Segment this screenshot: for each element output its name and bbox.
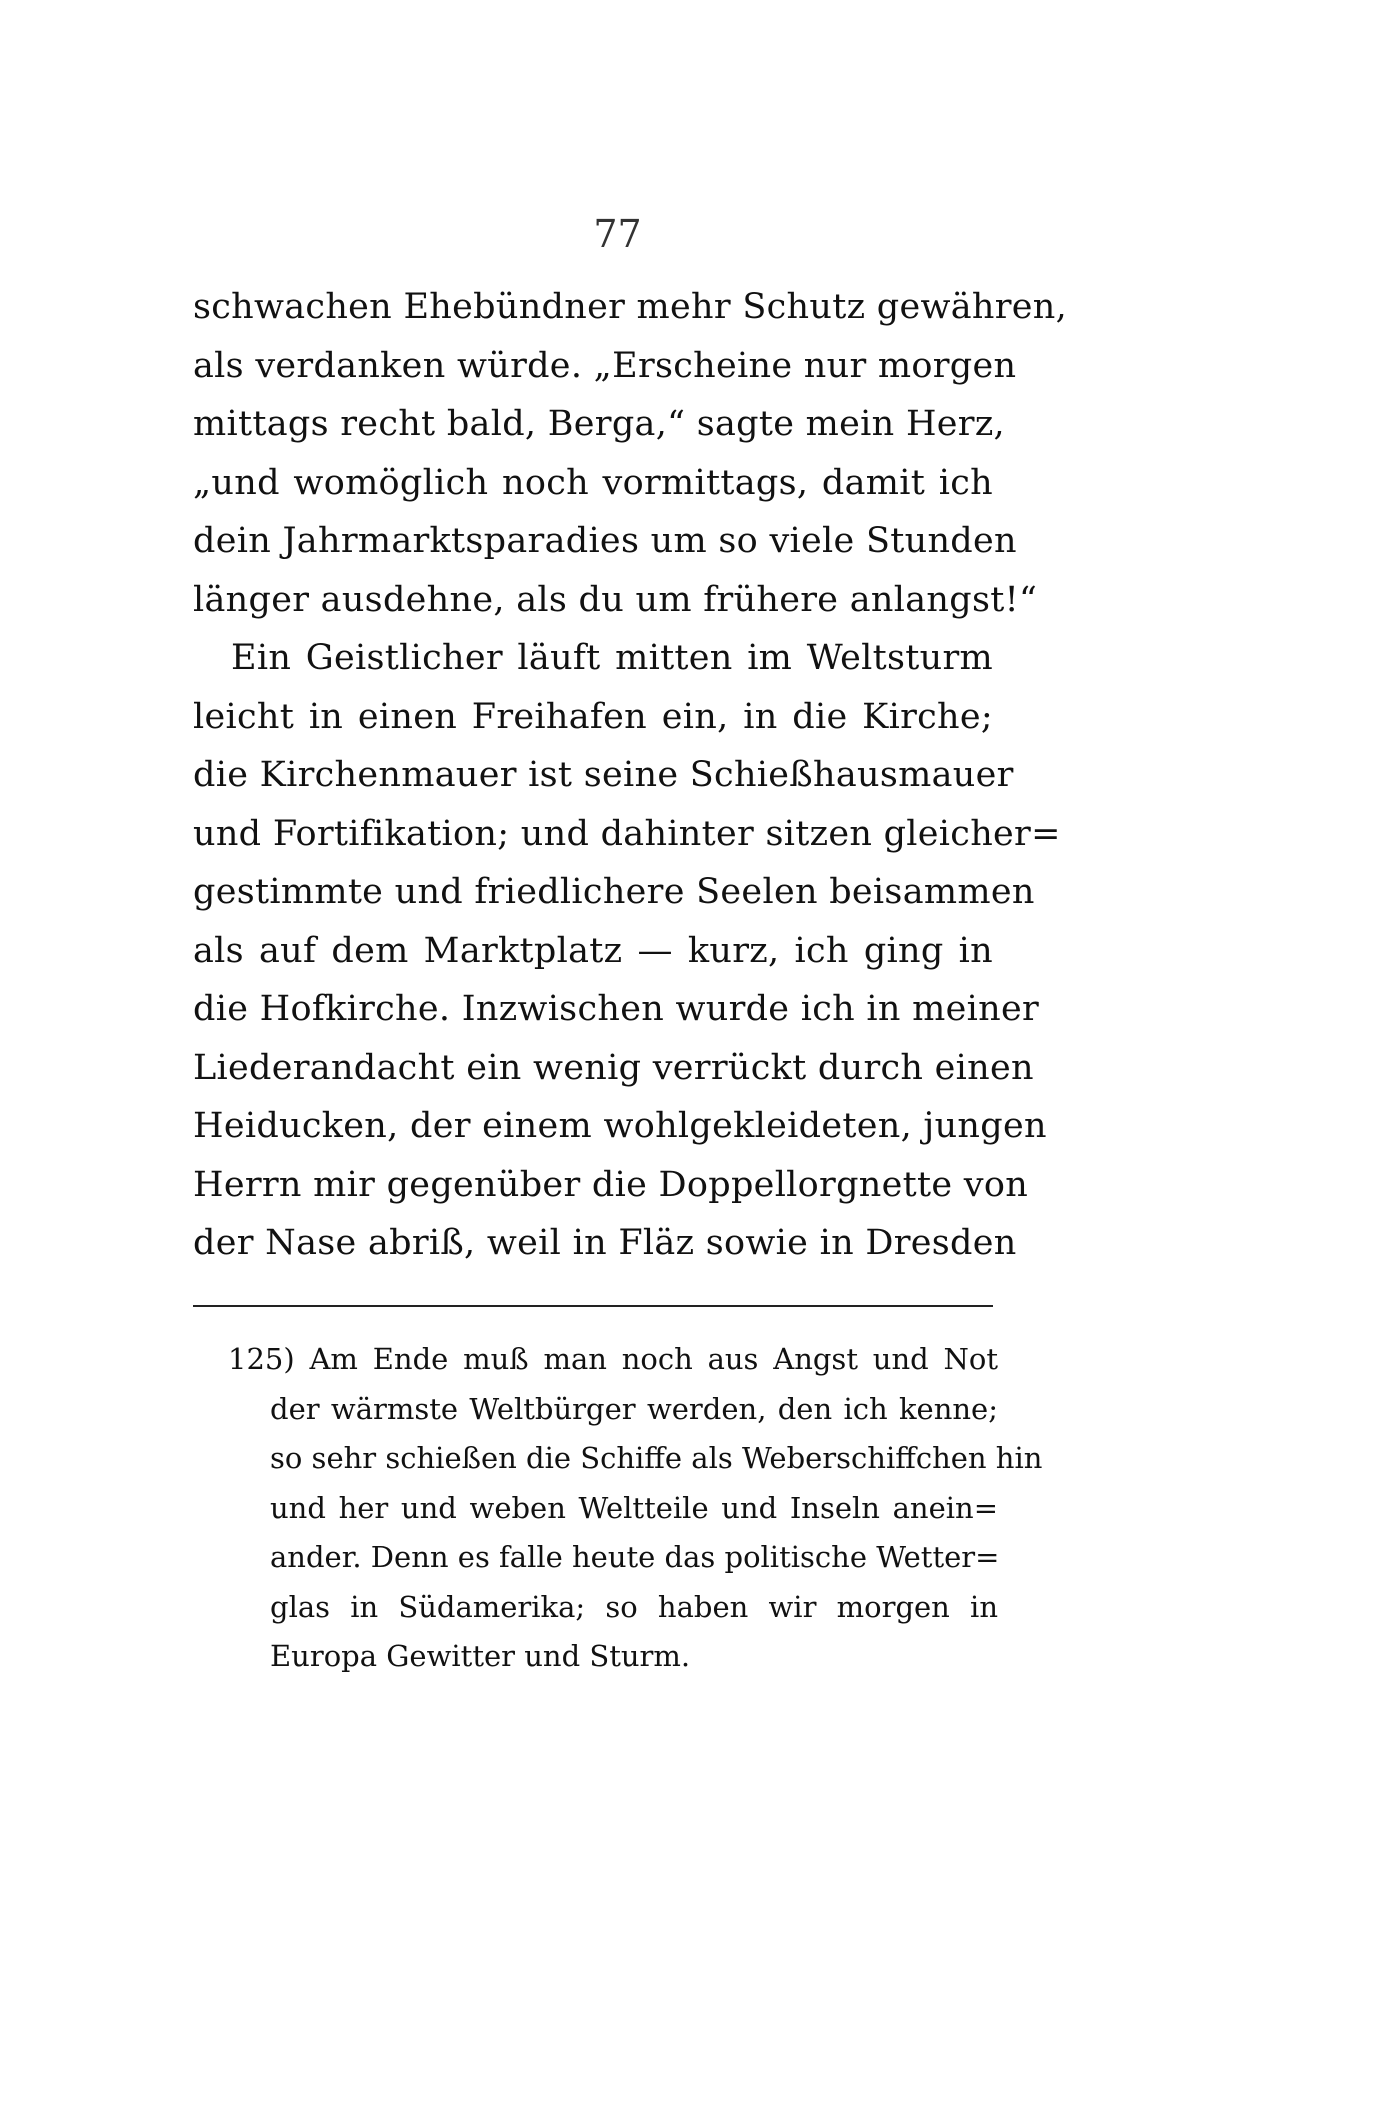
body-line: Heiducken, der einem wohlgekleideten, jungen — [193, 1106, 1047, 1146]
footnote — [228, 1335, 1043, 1682]
footnote-line: und her und weben Weltteile und Inseln anein= — [270, 1490, 998, 1525]
footnote-line: glas in Südamerika; so haben wir morgen in — [270, 1589, 998, 1624]
body-line: als verdanken würde. „Erscheine nur morgen — [193, 345, 1017, 386]
body-line: die Hofkirche. Inzwischen wurde ich in meiner — [193, 989, 1040, 1029]
footnote-line: der wärmste Weltbürger werden, den ich kenne; — [270, 1391, 998, 1426]
body-line: Herrn mir gegenüber die Doppellorgnette von — [193, 1164, 1029, 1205]
footnote-line: ander. Denn es falle heute das politische Wetter= — [270, 1540, 1000, 1574]
page-number: 77 — [593, 212, 642, 256]
footnote-line: 125) Am Ende muß man noch aus Angst und Not — [228, 1342, 998, 1376]
body-line: leicht in einen Freihafen ein, in die Kirche; — [193, 696, 993, 737]
body-line: und Fortifikation; und dahinter sitzen gleicher= — [193, 813, 1061, 854]
body-line: „und womöglich noch vormittags, damit ich — [193, 462, 993, 503]
body-line: dein Jahrmarktsparadies um so viele Stunden — [193, 521, 1017, 561]
footnote-divider — [193, 1305, 993, 1307]
body-line: der Nase abriß, weil in Fläz sowie in Dresden — [193, 1223, 1017, 1263]
footnote-line: so sehr schießen die Schiffe als Weberschiffchen hin — [270, 1441, 1043, 1475]
body-line: länger ausdehne, als du um frühere anlangst!“ — [193, 579, 1038, 620]
body-line: die Kirchenmauer ist seine Schießhausmauer — [193, 755, 1014, 795]
body-line: gestimmte und friedlichere Seelen beisammen — [193, 872, 1035, 912]
body-text — [193, 278, 1068, 1273]
body-line: Liederandacht ein wenig verrückt durch einen — [193, 1047, 1034, 1088]
body-line: schwachen Ehebündner mehr Schutz gewähren, — [193, 287, 1068, 327]
body-line: mittags recht bald, Berga,“ sagte mein Herz, — [193, 404, 1005, 444]
body-line: als auf dem Marktplatz — kurz, ich ging in — [193, 930, 993, 971]
footnote-line: Europa Gewitter und Sturm. — [270, 1639, 691, 1673]
body-line: Ein Geistlicher läuft mitten im Weltsturm — [231, 638, 993, 678]
